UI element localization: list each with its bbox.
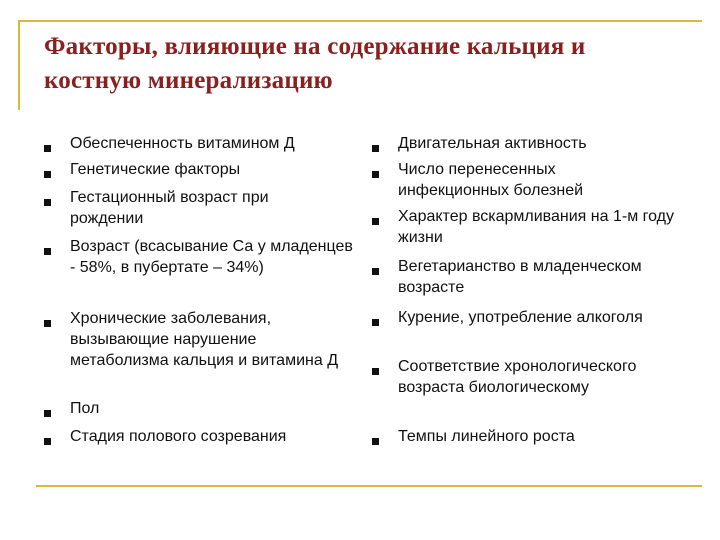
list-item <box>70 308 340 371</box>
list-item-text: Соответствие хронологического возраста биологическому <box>398 358 637 396</box>
bullet-icon <box>372 368 379 375</box>
top-rule <box>18 20 702 22</box>
list-item <box>398 356 660 398</box>
list-item <box>70 133 355 154</box>
bottom-rule <box>36 485 702 487</box>
bullet-icon <box>44 171 51 178</box>
list-item-text: Курение, употребление алкоголя <box>398 309 643 326</box>
bullet-icon <box>372 145 379 152</box>
list-item-text: Генетические факторы <box>70 161 241 178</box>
list-item <box>70 159 355 180</box>
list-item <box>398 256 648 298</box>
list-item <box>398 159 648 201</box>
list-item-text: Обеспеченность витамином Д <box>70 135 295 152</box>
list-item-text: Гестационный возраст при рождении <box>70 189 269 227</box>
list-item <box>70 398 355 419</box>
list-item-text: Пол <box>70 400 100 417</box>
bullet-icon <box>372 319 379 326</box>
bullet-icon <box>372 218 379 225</box>
bullet-icon <box>44 199 51 206</box>
list-item-text: Двигательная активность <box>398 135 587 152</box>
bullet-icon <box>44 145 51 152</box>
list-item-text: Темпы линейного роста <box>398 428 575 445</box>
list-item <box>70 187 335 229</box>
bullet-icon <box>44 320 51 327</box>
list-item-text: Вегетарианство в младенческом возрасте <box>398 258 642 296</box>
bullet-icon <box>44 410 51 417</box>
list-item-text: Стадия полового созревания <box>70 428 287 445</box>
slide-title: Факторы, влияющие на содержание кальция и костную минерализацию <box>44 33 586 94</box>
list-item <box>398 206 683 248</box>
bullet-icon <box>372 268 379 275</box>
list-item <box>70 426 355 447</box>
list-item-text: Число перенесенных инфекционных болезней <box>398 161 584 199</box>
list-item <box>398 133 688 154</box>
list-item <box>398 307 648 328</box>
list-item-text: Возраст (всасывание Са у младенцев - 58%, в пубертате – 34%) <box>70 238 353 276</box>
list-item <box>398 426 683 447</box>
bullet-icon <box>44 438 51 445</box>
list-item-text: Хронические заболевания, вызывающие нарушение метаболизма кальция и витамина Д <box>70 310 339 369</box>
left-rule <box>18 20 20 110</box>
list-item <box>70 236 355 278</box>
bullet-icon <box>372 171 379 178</box>
list-item-text: Характер вскармливания на 1-м году жизни <box>398 208 674 246</box>
bullet-icon <box>372 438 379 445</box>
bullet-icon <box>44 248 51 255</box>
